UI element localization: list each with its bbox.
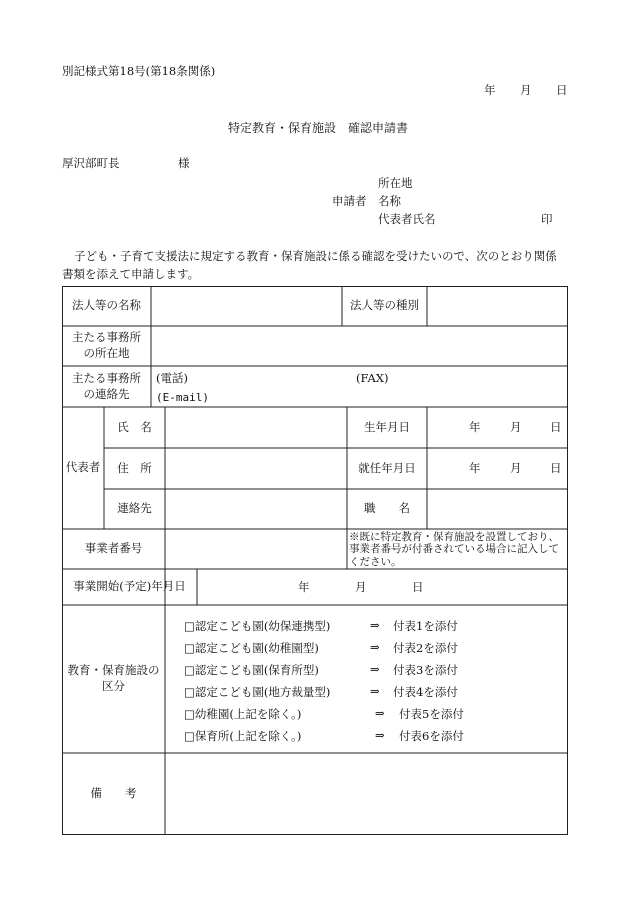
corp-name-label: 法人等の名称	[72, 298, 141, 313]
office-address-label-line1: 主たる事務所	[72, 330, 141, 345]
applicant-label: 申請者	[332, 194, 367, 208]
intro-text-line2: 書類を添えて申請します。	[62, 267, 200, 281]
appointment-year-label: 年	[469, 461, 481, 475]
remarks-label: 備 考	[90, 786, 137, 801]
arrow-icon: ⇒	[370, 684, 380, 698]
office-address-label-line2: の所在地	[83, 346, 130, 360]
facility-option-label[interactable]: □認定こども園(保育所型)	[184, 663, 319, 677]
rep-address-label: 住 所	[117, 460, 152, 475]
corp-name-field[interactable]	[151, 286, 342, 326]
office-address-field[interactable]	[151, 326, 568, 366]
fax-label: (FAX)	[356, 371, 389, 385]
position-field[interactable]	[427, 489, 568, 529]
arrow-icon: ⇒	[375, 706, 385, 720]
arrow-icon: ⇒	[370, 640, 380, 654]
arrow-icon: ⇒	[370, 662, 380, 676]
representative-name-label: 代表者氏名	[378, 212, 436, 226]
seal-mark: 印	[541, 212, 553, 226]
appointment-date-label: 就任年月日	[358, 460, 416, 475]
rep-name-field[interactable]	[165, 407, 347, 448]
office-contact-label	[62, 366, 151, 407]
application-form-table	[62, 286, 568, 835]
birth-month-label: 月	[510, 420, 522, 434]
rep-contact-field[interactable]	[165, 489, 347, 529]
attachment-note: 付表5を添付	[399, 707, 464, 721]
birth-date-label: 生年月日	[364, 419, 410, 434]
representative-label: 代表者	[65, 460, 101, 475]
date-month-label: 月	[520, 83, 532, 97]
applicant-address-label: 所在地	[378, 176, 413, 190]
corp-type-label: 法人等の種別	[350, 298, 419, 313]
rep-address-field[interactable]	[165, 448, 347, 489]
appointment-day-label: 日	[550, 461, 562, 475]
date-day-label: 日	[556, 83, 568, 97]
rep-name-label: 氏 名	[117, 419, 152, 434]
rep-contact-label: 連絡先	[117, 501, 152, 516]
attachment-note: 付表2を添付	[393, 641, 458, 655]
business-number-label: 事業者番号	[84, 541, 143, 556]
appointment-month-label: 月	[510, 461, 522, 475]
position-label: 職 名	[364, 501, 410, 516]
facility-option-label[interactable]: □認定こども園(幼保連携型)	[184, 619, 331, 633]
facility-type-label-line2: 区分	[102, 679, 125, 693]
document-title: 特定教育・保育施設 確認申請書	[228, 121, 409, 135]
phone-label: (電話)	[156, 371, 188, 385]
arrow-icon: ⇒	[375, 728, 385, 742]
attachment-note: 付表6を添付	[399, 729, 464, 743]
business-number-note: ※既に特定教育・保育施設を設置しており、事業者番号が付番されている場合に記入してください。	[349, 531, 559, 568]
addressee: 厚沢部町長	[62, 156, 120, 170]
date-year-label: 年	[484, 83, 496, 97]
attachment-note: 付表4を添付	[393, 685, 458, 699]
facility-type-label-line1: 教育・保育施設の	[67, 663, 160, 678]
facility-option-label[interactable]: □幼稚園(上記を除く。)	[184, 707, 302, 721]
facility-type-label	[62, 605, 165, 753]
office-contact-label-line2: の連絡先	[83, 386, 130, 401]
attachment-note: 付表3を添付	[393, 663, 458, 677]
birth-year-label: 年	[469, 420, 481, 434]
addressee-honorific: 様	[178, 156, 190, 170]
start-date-label: 事業開始(予定)年月日	[73, 579, 186, 594]
email-label: (E-mail)	[156, 391, 209, 404]
office-contact-label-line1: 主たる事務所	[72, 370, 141, 385]
remarks-field[interactable]	[165, 753, 568, 835]
facility-option-label[interactable]: □認定こども園(地方裁量型)	[184, 685, 331, 699]
office-address-label	[62, 326, 151, 366]
start-month-label: 月	[355, 580, 367, 594]
arrow-icon: ⇒	[370, 618, 380, 632]
start-day-label: 日	[412, 580, 424, 594]
birth-day-label: 日	[550, 420, 562, 434]
intro-text-line1: 子ども・子育て支援法に規定する教育・保育施設に係る確認を受けたいので、次のとおり関係	[74, 249, 557, 263]
start-year-label: 年	[298, 580, 310, 594]
applicant-name-label: 名称	[378, 194, 401, 208]
facility-option-label[interactable]: □保育所(上記を除く。)	[184, 729, 302, 743]
facility-option-label[interactable]: □認定こども園(幼稚園型)	[184, 641, 319, 655]
business-number-field[interactable]	[165, 529, 347, 569]
form-number: 別記様式第18号(第18条関係)	[62, 64, 216, 78]
corp-type-field[interactable]	[427, 286, 568, 326]
attachment-note: 付表1を添付	[393, 619, 458, 633]
